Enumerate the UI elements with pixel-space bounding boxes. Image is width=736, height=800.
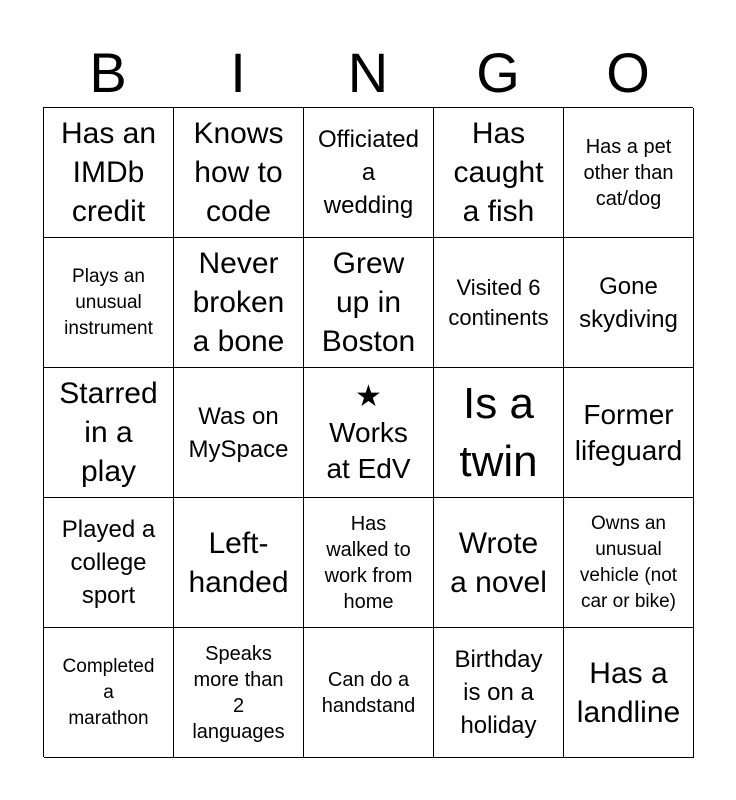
bingo-cell-i2[interactable]	[174, 238, 304, 368]
cell-text: Officiated a wedding	[318, 126, 419, 219]
bingo-cell-i4[interactable]	[174, 498, 304, 628]
bingo-cell-o3[interactable]	[564, 368, 694, 498]
cell-text: Completed a marathon	[62, 655, 155, 729]
bingo-cell-o1[interactable]	[564, 108, 694, 238]
cell-text: Has a pet other than cat/dog	[583, 135, 674, 210]
cell-text: Can do a handstand	[321, 668, 416, 717]
bingo-cell-b4[interactable]	[44, 498, 174, 628]
bingo-cell-g4[interactable]	[434, 498, 564, 628]
bingo-cell-n2[interactable]	[304, 238, 434, 368]
cell-text: Former lifeguard	[574, 398, 683, 466]
bingo-cell-g2[interactable]	[434, 238, 564, 368]
bingo-cell-o2[interactable]	[564, 238, 694, 368]
cell-text: Birthday is on a holiday	[454, 646, 543, 739]
bingo-cell-i1[interactable]	[174, 108, 304, 238]
bingo-cell-g5[interactable]	[434, 628, 564, 758]
cell-text: Has caught a fish	[453, 117, 544, 228]
bingo-cell-o5[interactable]	[564, 628, 694, 758]
cell-text: Played a college sport	[61, 516, 156, 609]
bingo-cell-b2[interactable]	[44, 238, 174, 368]
cell-text: Has a landline	[576, 656, 681, 729]
cell-text: Left- handed	[188, 526, 289, 599]
header-letter-b: B	[89, 41, 127, 104]
bingo-cell-i3[interactable]	[174, 368, 304, 498]
bingo-board	[43, 107, 693, 757]
cell-text: Never broken a bone	[192, 247, 285, 358]
cell-text: Visited 6 continents	[448, 274, 549, 330]
bingo-cell-i5[interactable]	[174, 628, 304, 758]
bingo-cell-g1[interactable]	[434, 108, 564, 238]
bingo-cell-o4[interactable]	[564, 498, 694, 628]
bingo-cell-b1[interactable]	[44, 108, 174, 238]
header-letter-g: G	[476, 41, 520, 104]
cell-text: Was on MySpace	[188, 402, 289, 463]
header-letter-o: O	[606, 41, 650, 104]
bingo-cell-n1[interactable]	[304, 108, 434, 238]
cell-text: Grew up in Boston	[321, 247, 416, 358]
bingo-cell-n3-free[interactable]	[304, 368, 434, 498]
cell-text: Owns an unusual vehicle (not car or bike)	[579, 512, 678, 612]
cell-text: Knows how to code	[193, 117, 284, 228]
bingo-cell-n4[interactable]	[304, 498, 434, 628]
cell-text: Is a twin	[459, 378, 538, 486]
cell-text: Wrote a novel	[450, 526, 547, 599]
bingo-header	[43, 38, 693, 108]
cell-text: Plays an unusual instrument	[64, 265, 153, 339]
bingo-cell-n5[interactable]	[304, 628, 434, 758]
bingo-cell-g3[interactable]	[434, 368, 564, 498]
cell-text: Has walked to work from home	[324, 512, 413, 613]
cell-text: Works at EdV	[326, 416, 411, 484]
bingo-cell-b5[interactable]	[44, 628, 174, 758]
cell-text: Starred in a play	[59, 377, 158, 488]
cell-text: Gone skydiving	[579, 272, 678, 333]
header-letter-n: N	[347, 41, 389, 104]
cell-text: Has an IMDb credit	[60, 117, 157, 228]
cell-text: Speaks more than 2 languages	[192, 642, 285, 743]
star-icon: ★	[355, 379, 382, 413]
header-letter-i: I	[230, 41, 246, 104]
bingo-cell-b3[interactable]	[44, 368, 174, 498]
